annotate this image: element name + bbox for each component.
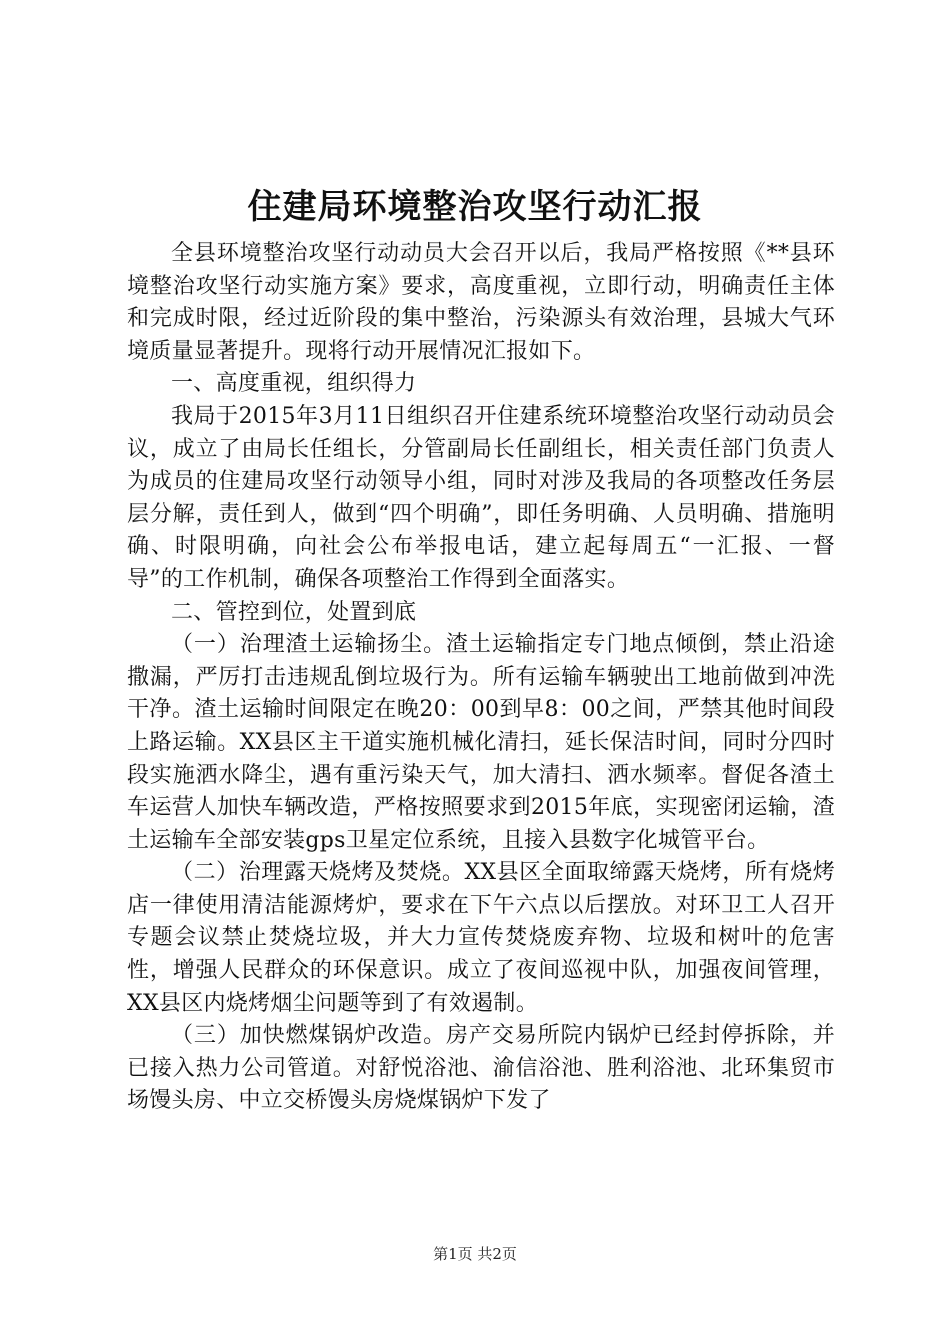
paragraph-section-1: 我局于2015年3月11日组织召开住建系统环境整治攻坚行动动员会议，成立了由局长任组长，分管副局长任副组长，相关责任部门负责人为成员的住建局攻坚行动领导小组，同时对涉及我局的各项整改任务层层分解，责任到人，做到“四个明确”，即任务明确、人员明确、措施明确、时限明确，向社会公布举报电话，建立起每周五“一汇报、一督导”的工作机制，确保各项整治工作得到全面落实。 — [127, 403, 835, 592]
paragraph-item-1: （一）治理渣土运输扬尘。渣土运输指定专门地点倾倒，禁止沿途撒漏，严厉打击违规乱倒垃圾行为。所有运输车辆驶出工地前做到冲洗干净。渣土运输时间限定在晚20：00到早8：00之间，严禁其他时间段上路运输。XX县区主干道实施机械化清扫，延长保洁时间，同时分四时段实施洒水降尘，遇有重污染天气，加大清扫、洒水频率。督促各渣土车运营人加快车辆改造，严格按照要求到2015年底，实现密闭运输，渣土运输车全部安装gps卫星定位系统，且接入县数字化城管平台。 — [127, 632, 835, 853]
section-heading-2: 二、管控到位，处置到底 — [171, 599, 417, 625]
paragraph-intro: 全县环境整治攻坚行动动员大会召开以后，我局严格按照《**县环境整治攻坚行动实施方案》要求，高度重视，立即行动，明确责任主体和完成时限，经过近阶段的集中整治，污染源头有效治理，县城大气环境质量显著提升。现将行动开展情况汇报如下。 — [127, 241, 835, 364]
page-number-footer: 第1页 共2页 — [433, 1245, 517, 1263]
paragraph-item-2: （二）治理露天烧烤及焚烧。XX县区全面取缔露天烧烤，所有烧烤店一律使用清洁能源烤炉，要求在下午六点以后摆放。对环卫工人召开专题会议禁止焚烧垃圾，并大力宣传焚烧废弃物、垃圾和树叶的危害性，增强人民群众的环保意识。成立了夜间巡视中队，加强夜间管理，XX县区内烧烤烟尘问题等到了有效遏制。 — [127, 860, 835, 1016]
section-heading-1: 一、高度重视，组织得力 — [171, 371, 417, 397]
document-title: 住建局环境整治攻坚行动汇报 — [247, 187, 703, 227]
paragraph-item-3: （三）加快燃煤锅炉改造。房产交易所院内锅炉已经封停拆除，并已接入热力公司管道。对舒悦浴池、渝信浴池、胜利浴池、北环集贸市场馒头房、中立交桥馒头房烧煤锅炉下发了 — [127, 1023, 835, 1114]
document-body — [127, 238, 835, 1118]
